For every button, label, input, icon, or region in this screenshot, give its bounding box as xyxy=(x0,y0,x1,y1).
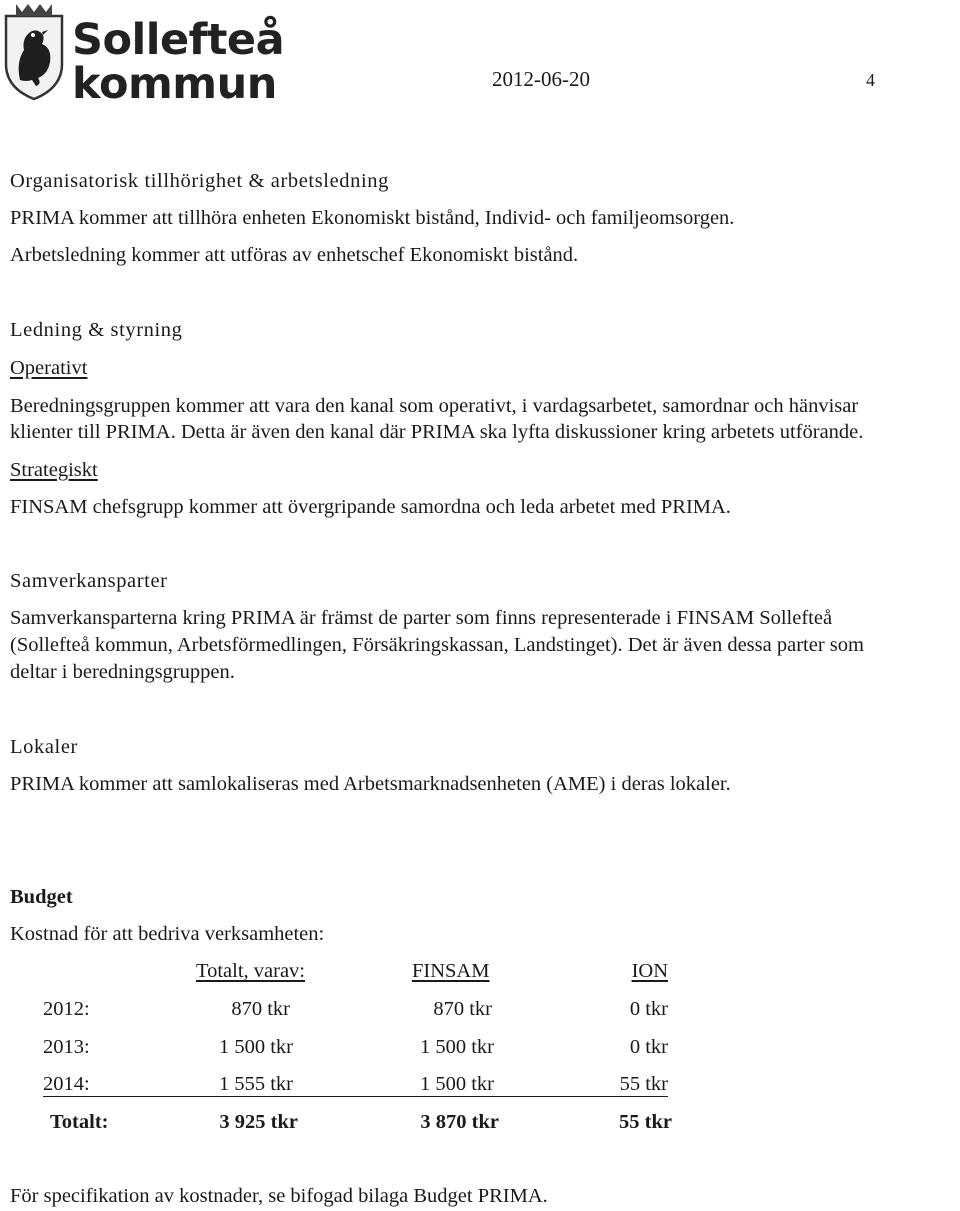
table-cell-total: 1 500 tkr xyxy=(218,1036,293,1058)
table-cell-ion: 0 tkr xyxy=(629,1036,668,1058)
budget-intro: Kostnad för att bedriva verksamheten: xyxy=(10,923,325,945)
paragraph-line: PRIMA kommer att samlokaliseras med Arbetsmarknadsenheten (AME) i deras lokaler. xyxy=(10,773,731,795)
section-heading-budget: Budget xyxy=(10,886,73,908)
table-totals-total: 3 925 tkr xyxy=(219,1111,298,1133)
table-cell-total: 1 555 tkr xyxy=(218,1073,293,1095)
section-heading-samverkan: Samverkansparter xyxy=(10,570,168,592)
table-cell-ion: 0 tkr xyxy=(629,998,668,1020)
paragraph-line: (Sollefteå kommun, Arbetsförmedlingen, Försäkringskassan, Landstinget). Det är även dessa parter som xyxy=(10,634,864,656)
logo-line-kommun: kommun xyxy=(72,59,277,109)
table-totals-label: Totalt: xyxy=(50,1111,109,1133)
paragraph-line: PRIMA kommer att tillhöra enheten Ekonomiskt bistånd, Individ- och familjeomsorgen. xyxy=(10,207,735,229)
table-cell-total: 870 tkr xyxy=(231,998,290,1020)
table-row-year: 2014: xyxy=(43,1073,90,1095)
table-row-year: 2013: xyxy=(43,1036,90,1058)
table-header-finsam: FINSAM xyxy=(412,960,490,982)
paragraph-line: Samverkansparterna kring PRIMA är främst de parter som finns representerade i FINSAM Sollefteå xyxy=(10,607,833,629)
table-cell-finsam: 1 500 tkr xyxy=(419,1036,494,1058)
logo-line-sollefteå: Sollefteå xyxy=(72,15,285,65)
table-cell-finsam: 870 tkr xyxy=(433,998,492,1020)
table-totals-ion: 55 tkr xyxy=(619,1111,672,1133)
paragraph-line: Beredningsgruppen kommer att vara den kanal som operativt, i vardagsarbetet, samordnar och hänvisar xyxy=(10,395,859,417)
paragraph-line: FINSAM chefsgrupp kommer att övergripande samordna och leda arbetet med PRIMA. xyxy=(10,496,731,518)
municipality-logo-text xyxy=(72,15,285,109)
paragraph-line: Arbetsledning kommer att utföras av enhetschef Ekonomiskt bistånd. xyxy=(10,244,579,266)
table-row-year: 2012: xyxy=(43,998,90,1020)
section-heading-lokaler: Lokaler xyxy=(10,736,78,758)
paragraph-line: deltar i beredningsgruppen. xyxy=(10,661,235,683)
table-divider xyxy=(43,1096,668,1097)
table-header-total: Totalt, varav: xyxy=(196,960,305,982)
section-heading-organisation: Organisatorisk tillhörighet & arbetsledning xyxy=(10,170,389,192)
table-header-ion: ION xyxy=(631,960,668,982)
coat-of-arms-logo xyxy=(2,2,66,102)
table-cell-ion: 55 tkr xyxy=(619,1073,668,1095)
section-heading-ledning: Ledning & styrning xyxy=(10,319,183,341)
budget-footer-note: För specifikation av kostnader, se bifogad bilaga Budget PRIMA. xyxy=(10,1185,548,1207)
document-date: 2012-06-20 xyxy=(492,67,590,91)
page-number: 4 xyxy=(866,70,875,90)
paragraph-line: klienter till PRIMA. Detta är även den kanal där PRIMA ska lyfta diskussioner kring arbetets utförande. xyxy=(10,421,864,443)
table-cell-finsam: 1 500 tkr xyxy=(419,1073,494,1095)
table-totals-finsam: 3 870 tkr xyxy=(420,1111,499,1133)
subheading-operativt: Operativt xyxy=(10,357,88,379)
subheading-strategiskt: Strategiskt xyxy=(10,459,98,481)
